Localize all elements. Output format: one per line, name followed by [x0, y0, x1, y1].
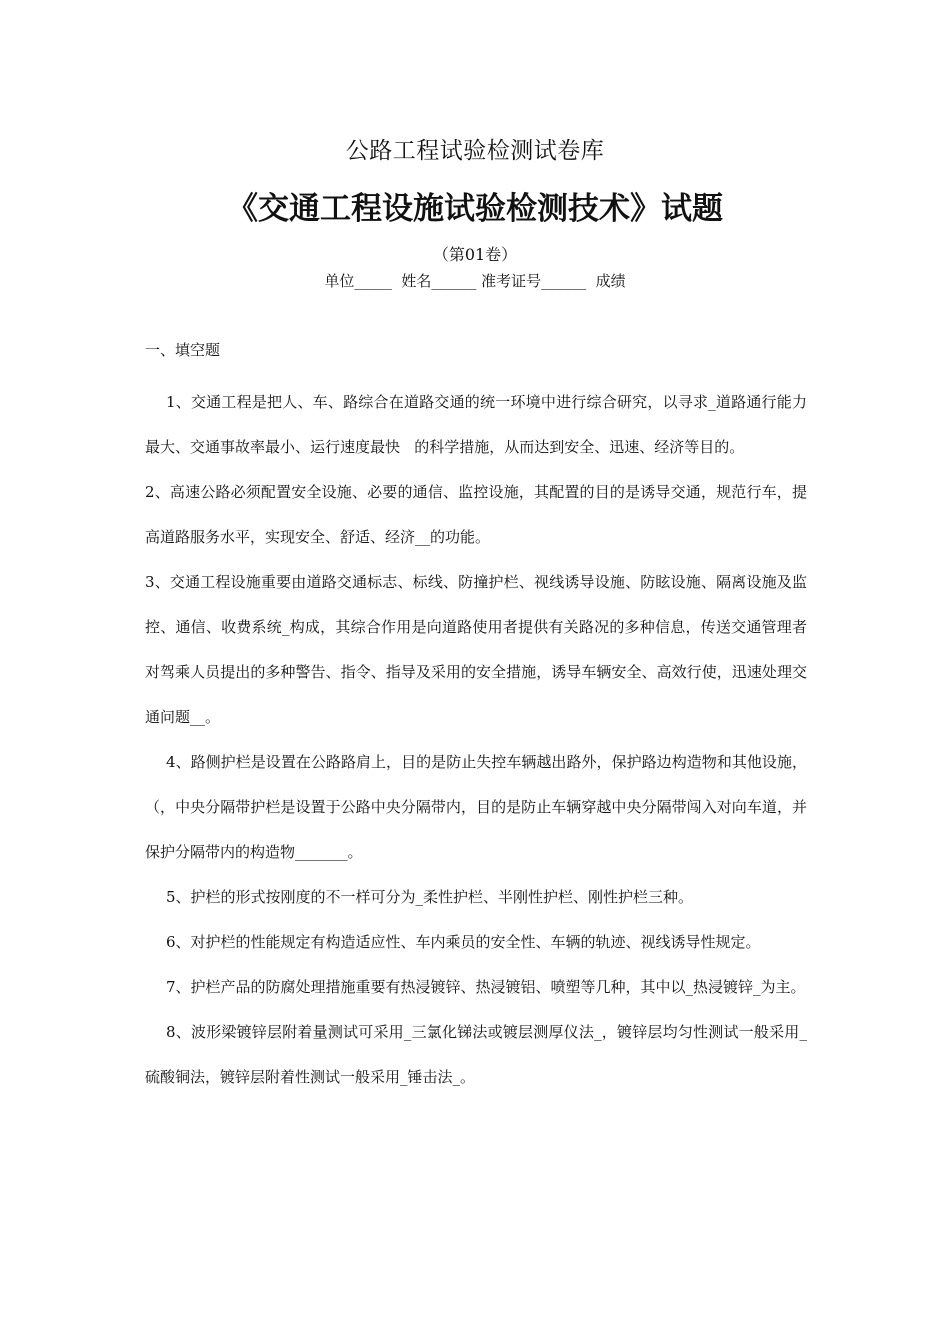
question-1: 1、交通工程是把人、车、路综合在道路交通的统一环境中进行综合研究，以寻求_道路通行能力最大、交通事故率最小、运行速度最快 的科学措施，从而达到安全、迅速、经济等目的。 — [145, 393, 807, 456]
question-list — [145, 380, 807, 1100]
question-3: 3、交通工程设施重要由道路交通标志、标线、防撞护栏、视线诱导设施、防眩设施、隔离设施及监控、通信、收费系统_构成，其综合作用是向道路使用者提供有关路况的多种信息，传送交通管理者对驾乘人员提出的多种警告、指令、指导及采用的安全措施，诱导车辆安全、高效行使，迅速处理交通问题__。 — [145, 573, 807, 726]
exam-paper-title: 《交通工程设施试验检测技术》试题 — [227, 191, 723, 227]
candidate-info-line: 单位_____ 姓名______ 准考证号______ 成绩 — [324, 272, 626, 290]
question-4: 4、路侧护栏是设置在公路路肩上，目的是防止失控车辆越出路外，保护路边构造物和其他设施，（，中央分隔带护栏是设置于公路中央分隔带内，目的是防止车辆穿越中央分隔带闯入对向车道，并保护分隔带内的构造物_______。 — [145, 753, 807, 861]
section-title-fill-in-blank: 一、填空题 — [145, 341, 221, 359]
question-5: 5、护栏的形式按刚度的不一样可分为_柔性护栏、半刚性护栏、刚性护栏三种。 — [166, 888, 694, 906]
question-7: 7、护栏产品的防腐处理措施重要有热浸镀锌、热浸镀铝、喷塑等几种，其中以_热浸镀锌_为主。 — [166, 978, 806, 996]
exam-library-title: 公路工程试验检测试卷库 — [345, 138, 605, 164]
question-6: 6、对护栏的性能规定有构造适应性、车内乘员的安全性、车辆的轨迹、视线诱导性规定。 — [166, 933, 761, 951]
question-8: 8、波形梁镀锌层附着量测试可采用_三氯化锑法或镀层测厚仪法_，镀锌层均匀性测试一般采用_硫酸铜法，镀锌层附着性测试一般采用_锤击法_。 — [145, 1023, 807, 1086]
question-2: 2、高速公路必须配置安全设施、必要的通信、监控设施，其配置的目的是诱导交通，规范行车，提高道路服务水平，实现安全、舒适、经济__的功能。 — [145, 483, 807, 546]
volume-number: （第01卷） — [432, 245, 518, 264]
